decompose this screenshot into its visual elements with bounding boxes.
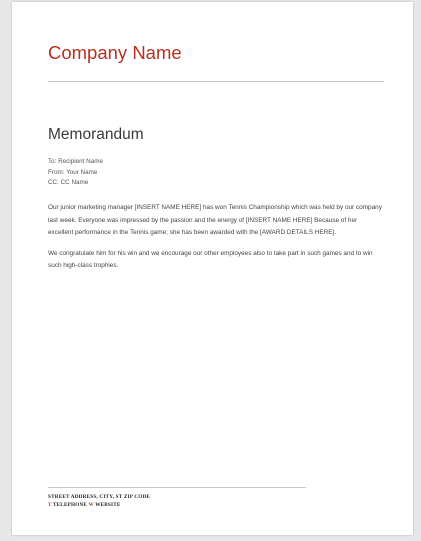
memo-to: To: Recipient Name [48,158,103,165]
footer-divider [48,487,306,488]
footer-website: WEBSITE [95,501,121,508]
company-name: Company Name [48,42,182,63]
footer-telephone: TELEPHONE [52,501,88,508]
footer-address: STREET ADDRESS, CITY, ST ZIP CODE [48,494,151,500]
memo-recipients [48,157,103,189]
body-paragraph-2: We congratulate him for his win and we encourage our other employees also to take part in such games and to win such high-class trophies. [48,249,373,269]
memo-cc: CC: CC Name [48,179,89,186]
document-page [12,2,413,535]
footer [48,494,150,509]
header-divider [48,81,384,82]
footer-contact [48,502,150,510]
telephone-marker: T [48,501,52,508]
body-paragraph-1: Our junior marketing manager [INSERT NAME HERE] has won Tennis Championship which was held by our company last week. Everyone was impressed by the passion and the energy of [INSERT NAME HERE] Because of her excellent performance in the Tennis game; she has been awarded with the [AWARD DETAILS HERE]. [48,204,382,236]
memo-from: From: Your Name [48,168,98,176]
website-marker: W [88,501,94,508]
memo-title: Memorandum [48,126,144,143]
memo-body [48,202,384,281]
